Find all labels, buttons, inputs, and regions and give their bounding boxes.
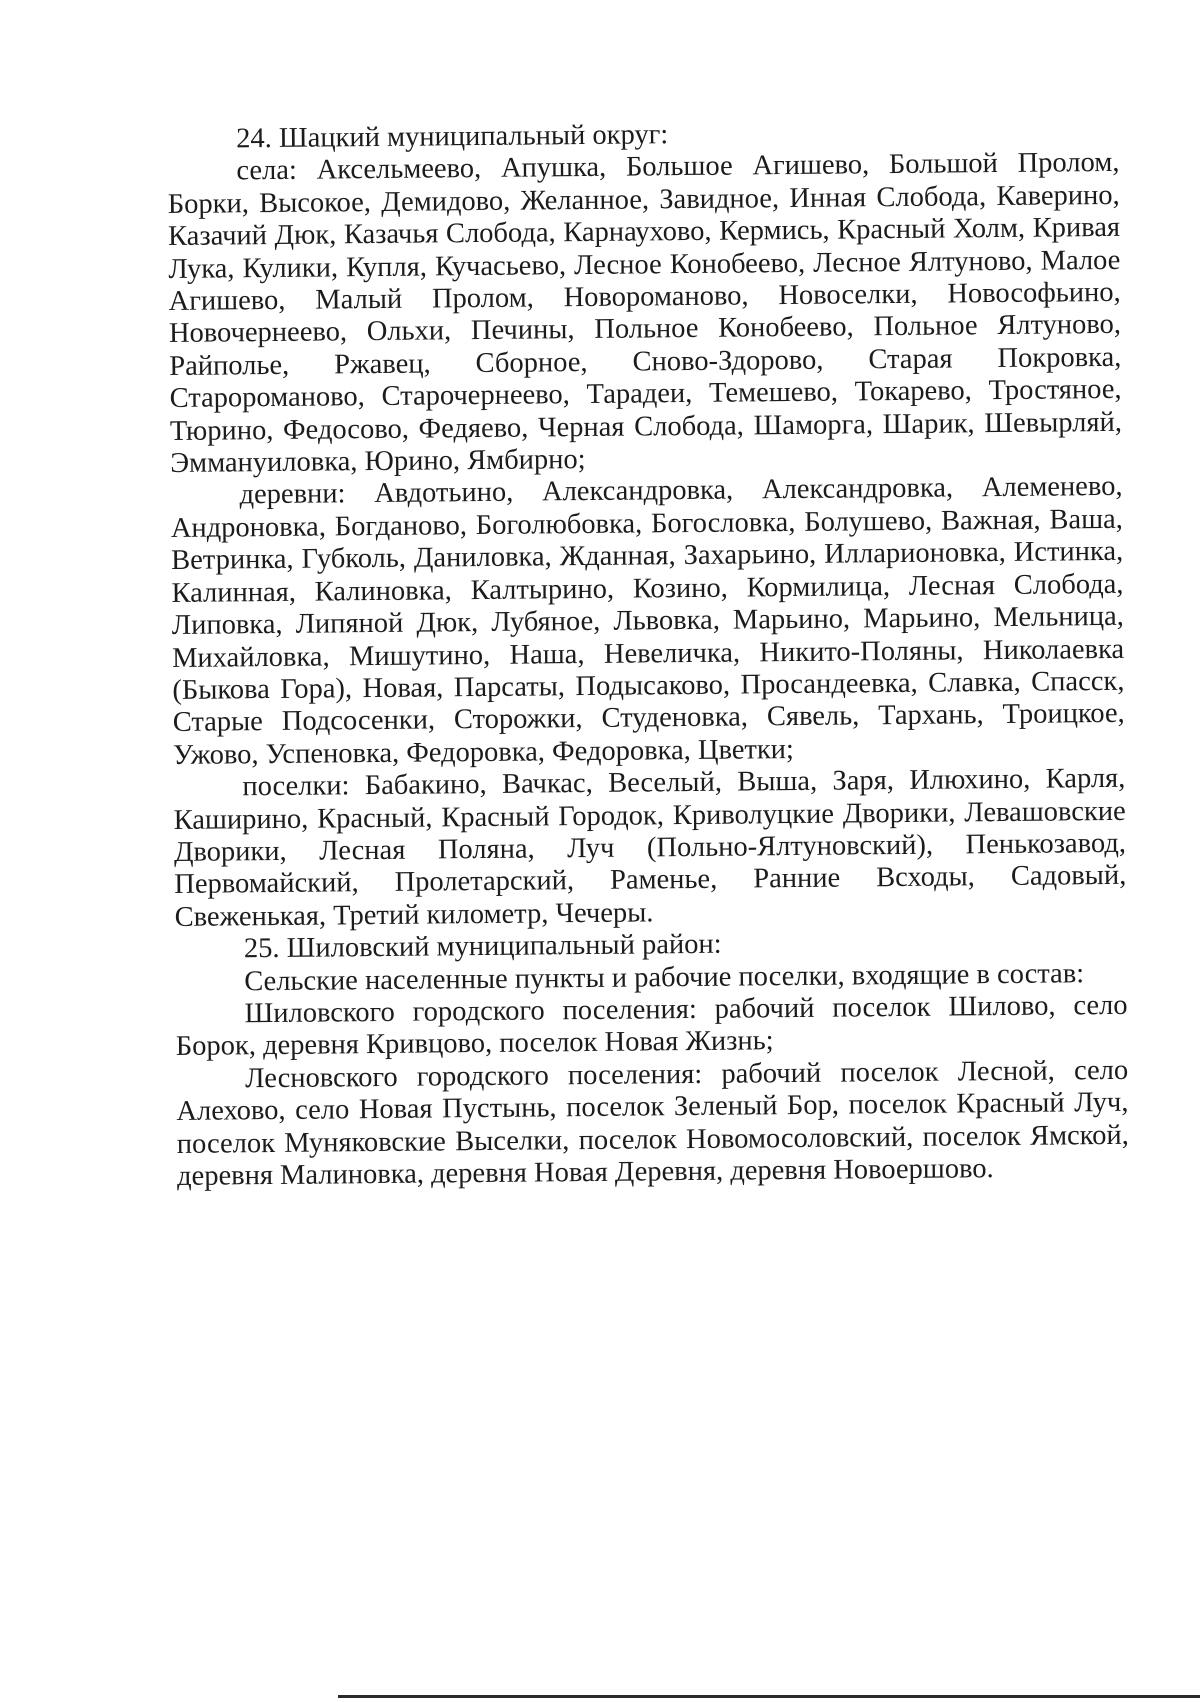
document-body — [167, 115, 1129, 1193]
section-heading-shilovsky: 25. Шиловский муниципальный район: — [243, 928, 722, 965]
bottom-scan-edge-line — [338, 1695, 1200, 1698]
paragraph-shatsky-settlements: поселки: Бабакино, Вачкас, Веселый, Выша, Заря, Илюхино, Карля, Каширино, Красный, Красный Городок, Криволуцкие Дворики, Левашовские Дворики, Лесная Поляна, Луч (Польно-Ялтуновский), Пенькозавод, Первомайский, Пролетарский, Раменье, Ранние Всходы, Садовый, Свеженькая, Третий километр, Чечеры. — [173, 762, 1127, 933]
paragraph-shatsky-villages: села: Аксельмеево, Апушка, Большое Агишево, Большой Пролом, Борки, Высокое, Демидово, Желанное, Завидное, Инная Слобода, Каверино, Казачий Дюк, Казачья Слобода, Карнаухово, Кермись, Красный Холм, Кривая Лука, Кулики, Купля, Кучасьево, Лесное Конобеево, Лесное Ялтуново, Малое Агишево, Малый Пролом, Новороманово, Новоселки, Новософьино, Новочернеево, Ольхи, Печины, Польное Конобеево, Польное Ялтуново, Райполье, Ржавец, Сборное, Сново-Здорово, Старая Покровка, Старороманово, Старочернеево, Тарадеи, Темешево, Токарево, Тростяное, Тюрино, Федосово, Федяево, Черная Слобода, Шаморга, Шарик, Шевырляй, Эммануиловка, Юрино, Ямбирно; — [167, 147, 1123, 480]
section-heading-shatsky: 24. Шацкий муниципальный округ: — [235, 119, 669, 155]
paragraph-lesnovsky-urban-settlement: Лесновского городского поселения: рабочий поселок Лесной, село Алехово, село Новая Пустынь, поселок Зеленый Бор, поселок Красный Луч, поселок Муняковские Выселки, поселок Новомосоловский, поселок Ямской, деревня Малиновка, деревня Новая Деревня, деревня Новоершово. — [176, 1054, 1129, 1192]
paragraph-shilovsky-urban-settlement: Шиловского городского поселения: рабочий поселок Шилово, село Борок, деревня Кривцово, поселок Новая Жизнь; — [175, 989, 1128, 1063]
paragraph-shatsky-hamlets: деревни: Авдотьино, Александровка, Александровка, Алеменево, Андроновка, Богданово, Боголюбовка, Богословка, Болушево, Важная, Ваша, Ветринка, Губколь, Даниловка, Жданная, Захарьино, Илларионовка, Истинка, Калинная, Калиновка, Калтырино, Козино, Кормилица, Лесная Слобода, Липовка, Липяной Дюк, Лубяное, Львовка, Марьино, Марьино, Мельница, Михайловка, Мишутино, Наша, Невеличка, Никито-Поляны, Николаевка (Быкова Гора), Новая, Парсаты, Подысаково, Просандеевка, Славка, Спасск, Старые Подсосенки, Сторожки, Студеновка, Сявель, Тархань, Троицкое, Ужово, Успеновка, Федоровка, Федоровка, Цветки; — [170, 471, 1125, 771]
paragraph-shilovsky-intro: Сельские населенные пункты и рабочие поселки, входящие в состав: — [244, 957, 1085, 997]
